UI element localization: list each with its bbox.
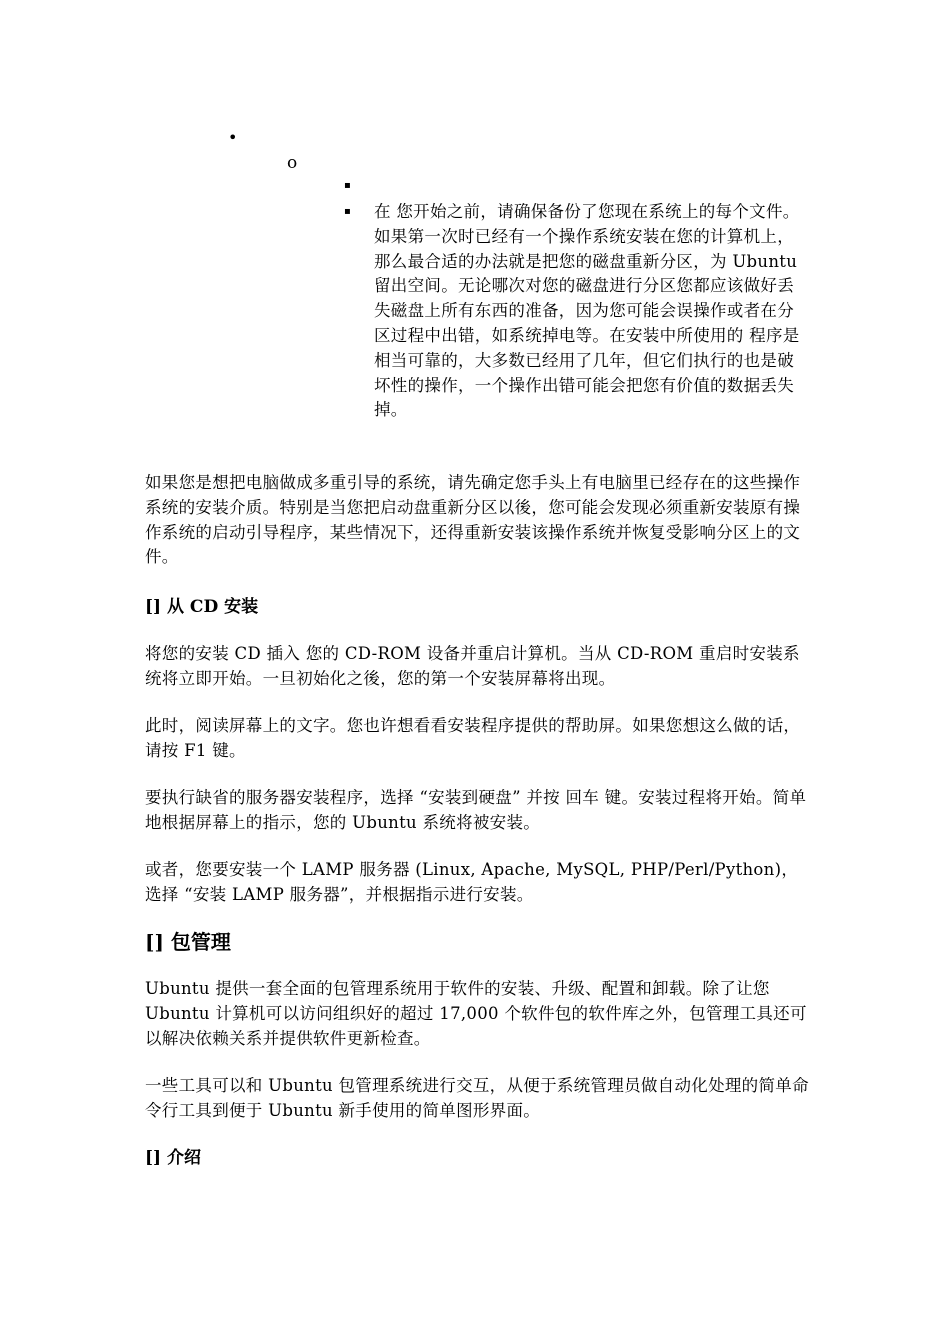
bullet-level3-empty: ▪ — [344, 180, 351, 191]
install-cd-paragraph: 要执行缺省的服务器安装程序，选择 “安装到硬盘” 并按 回车 键。安装过程将开始。简单地根据屏幕上的指示，您的 Ubuntu 系统将被安装。 — [145, 788, 807, 832]
install-cd-paragraph: 此时，阅读屏幕上的文字。您也许想看看安装程序提供的帮助屏。如果您想这么做的话，请按 F1 键。 — [145, 716, 801, 760]
package-management-paragraph: 一些工具可以和 Ubuntu 包管理系统进行交互，从便于系统管理员做自动化处理的简单命令行工具到便于 Ubuntu 新手使用的简单图形界面。 — [145, 1076, 809, 1120]
package-management-heading: [] 包管理 — [145, 930, 231, 954]
package-management-paragraph: Ubuntu 提供一套全面的包管理系统用于软件的安装、升级、配置和卸载。除了让您 Ubuntu 计算机可以访问组织好的超过 17,000 个软件包的软件库之外，包管理工具还可以解决依赖关系并提供软件更新检查。 — [145, 979, 807, 1048]
bullet-level2: o — [287, 153, 298, 173]
intro-heading: [] 介绍 — [145, 1148, 202, 1168]
multiboot-paragraph: 如果您是想把电脑做成多重引导的系统，请先确定您手头上有电脑里已经存在的这些操作系统的安装介质。特别是当您把启动盘重新分区以後，您可能会发现必须重新安装原有操作系统的启动引导程序，某些情况下，还得重新安装该操作系统并恢复受影响分区上的文件。 — [145, 473, 801, 567]
install-cd-heading: [] 从 CD 安装 — [145, 597, 259, 617]
bullet-level3: ▪ — [344, 206, 351, 217]
install-cd-paragraph: 或者，您要安装一个 LAMP 服务器 (Linux, Apache, MySQL, PHP/Perl/Python)，选择 “安装 LAMP 服务器”，并根据指示进行安装。 — [145, 860, 799, 904]
bullet-level1: • — [228, 128, 238, 147]
backup-warning-text: 在 您开始之前，请确保备份了您现在系统上的每个文件。如果第一次时已经有一个操作系统安装在您的计算机上，那么最合适的办法就是把您的磁盘重新分区，为 Ubuntu 留出空间。无论哪次对您的磁盘进行分区您都应该做好丢失磁盘上所有东西的准备，因为您可能会误操作或者在分区过程中出错，如系统掉电等。在安装中所使用的 程序是相当可靠的，大多数已经用了几年，但它们执行的也是破坏性的操作，一个操作出错可能会把您有价值的数据丢失掉。 — [374, 202, 800, 420]
install-cd-paragraph: 将您的安装 CD 插入 您的 CD-ROM 设备并重启计算机。当从 CD-ROM 重启时安装系统将立即开始。一旦初始化之後，您的第一个安装屏幕将出现。 — [145, 644, 800, 688]
